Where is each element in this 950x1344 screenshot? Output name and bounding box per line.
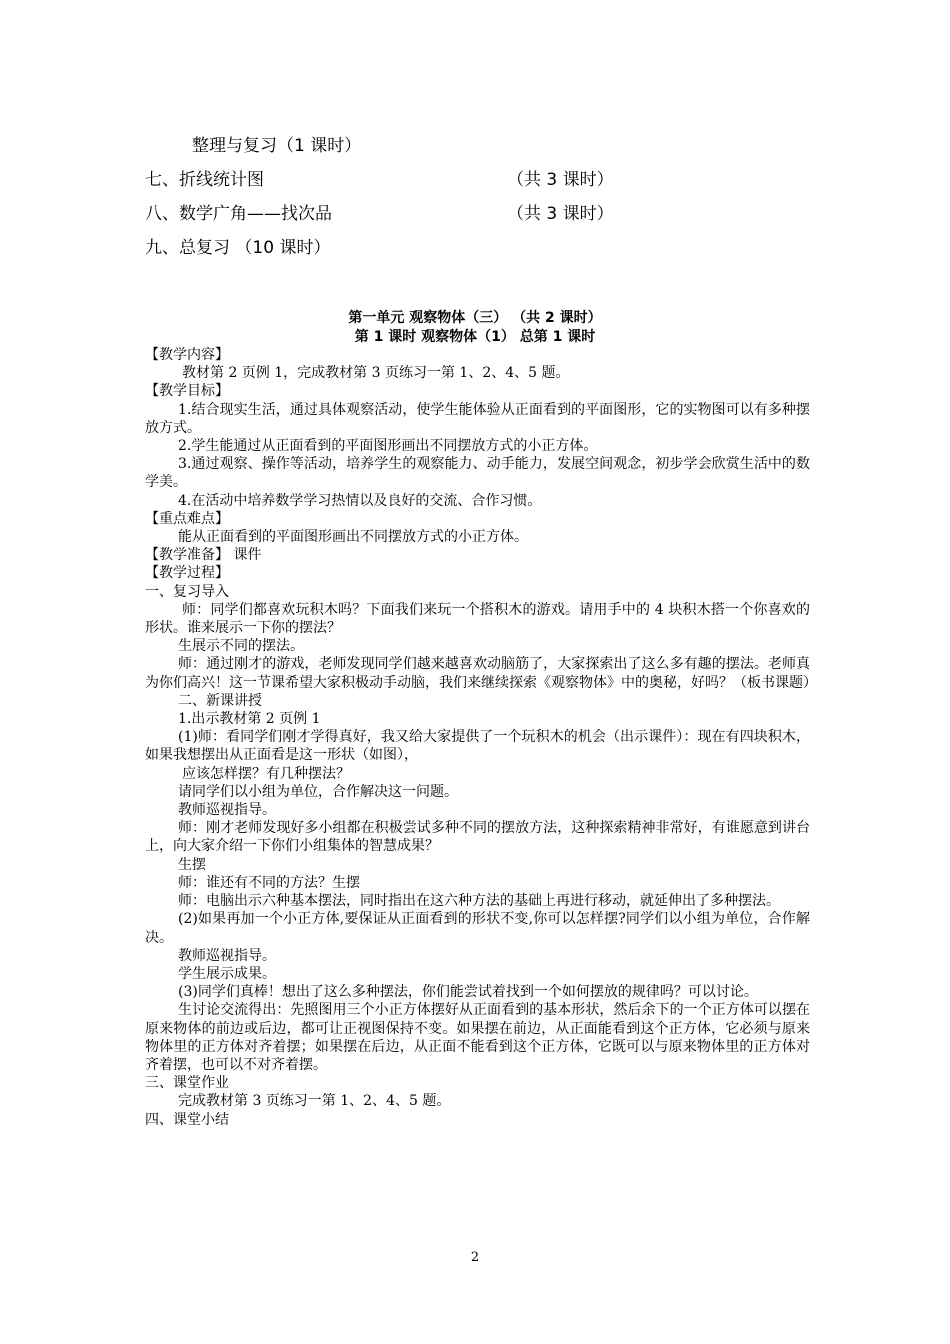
paragraph: 3.通过观察、操作等活动，培养学生的观察能力、动手能力，发展空间观念，初步学会欣赏生活中的数学美。 (145, 456, 810, 491)
section-new-lesson: 二、新课讲授 (178, 692, 262, 709)
paragraph: 师：电脑出示六种基本摆法，同时指出在这六种方法的基础上再进行移动，就延伸出了多种摆法。 (178, 893, 780, 910)
toc-unit8 (145, 204, 614, 224)
heading-content: 【教学内容】 (145, 347, 229, 363)
section-review: 一、复习导入 (145, 583, 229, 600)
paragraph: 教师巡视指导。 (178, 802, 276, 819)
toc-unit8-title: 八、数学广角——找次品 (145, 204, 332, 224)
toc-unit8-hours: （共 3 课时） (507, 204, 614, 224)
paragraph: (1)师：看同学们刚才学得真好，我又给大家提供了一个玩积木的机会（出示课件）：现在有四块积木，如果我想摆出从正面看是这一形状（如图）， (145, 729, 810, 764)
paragraph: 生摆 (178, 856, 206, 873)
paragraph: 学生展示成果。 (178, 965, 276, 982)
paragraph: 能从正面看到的平面图形画出不同摆放方式的小正方体。 (178, 529, 528, 546)
section-summary: 四、课堂小结 (145, 1111, 229, 1128)
heading-process: 【教学过程】 (145, 565, 229, 582)
paragraph: (3)同学们真棒！想出了这么多种摆法，你们能尝试着找到一个如何摆放的规律吗？可以讨论。 (178, 984, 758, 1001)
paragraph: 师：刚才老师发现好多小组都在积极尝试多种不同的摆放方法，这种探索精神非常好，有谁愿意到讲台上，向大家介绍一下你们小组集体的智慧成果？ (145, 820, 810, 855)
paragraph: 1.出示教材第 2 页例 1 (178, 711, 321, 728)
paragraph: 教材第 2 页例 1，完成教材第 3 页练习一第 1、2、4、5 题。 (182, 365, 570, 382)
heading-key-points: 【重点难点】 (145, 510, 229, 527)
paragraph: 2.学生能通过从正面看到的平面图形画出不同摆放方式的小正方体。 (178, 438, 598, 455)
toc-review: 整理与复习（1 课时） (192, 136, 362, 156)
paragraph: 师：同学们都喜欢玩积木吗？下面我们来玩一个搭积木的游戏。请用手中的 4 块积木搭一个你喜欢的形状。谁来展示一下你的摆法？ (145, 601, 810, 637)
heading-preparation: 【教学准备】 课件 (145, 547, 262, 564)
paragraph: 1.结合现实生活，通过具体观察活动，使学生能体验从正面看到的平面图形，它的实物图可以有多种摆放方式。 (145, 401, 810, 436)
paragraph: 生讨论交流得出：先照图用三个小正方体摆好从正面看到的基本形状，然后余下的一个正方体可以摆在原来物体的前边或后边，都可让正视图保持不变。如果摆在前边，从正面能看到这个正方体，它必须与原来物体里的正方体对齐着摆；如果摆在后边，从正面不能看到这个正方体，它既可以与原来物体里的正方体对齐着摆，也可以不对齐着摆。 (145, 1002, 810, 1073)
paragraph: 师：谁还有不同的方法？生摆 (178, 874, 360, 891)
paragraph: 师：通过刚才的游戏，老师发现同学们越来越喜欢动脑筋了，大家探索出了这么多有趣的摆法。老师真为你们高兴！这一节课希望大家积极动手动脑，我们来继续探索《观察物体》中的奥秘，好吗？（板书课题） (145, 656, 817, 691)
lesson-title: 第 1 课时 观察物体（1） 总第 1 课时 (354, 329, 596, 345)
heading-objectives: 【教学目标】 (145, 383, 229, 400)
toc-unit9: 九、总复习 （10 课时） (145, 238, 331, 258)
unit-title: 第一单元 观察物体（三） （共 2 课时） (348, 310, 602, 326)
toc-unit7-hours: （共 3 课时） (507, 170, 614, 190)
paragraph: 完成教材第 3 页练习一第 1、2、4、5 题。 (178, 1093, 451, 1110)
toc-unit7 (145, 170, 614, 190)
lesson-body (145, 346, 817, 1129)
paragraph: 生展示不同的摆法。 (178, 638, 304, 655)
paragraph: 请同学们以小组为单位，合作解决这一问题。 (178, 783, 458, 800)
section-homework: 三、课堂作业 (145, 1075, 229, 1092)
paragraph: 应该怎样摆？有几种摆法？ (182, 765, 350, 782)
toc-unit7-title: 七、折线统计图 (145, 170, 264, 190)
paragraph: 教师巡视指导。 (178, 947, 276, 964)
paragraph: 4.在活动中培养数学学习热情以及良好的交流、合作习惯。 (178, 492, 542, 509)
page-number: 2 (470, 1250, 480, 1265)
paragraph: (2)如果再加一个小正方体,要保证从正面看到的形状不变,你可以怎样摆?同学们以小组为单位，合作解决。 (145, 911, 810, 946)
